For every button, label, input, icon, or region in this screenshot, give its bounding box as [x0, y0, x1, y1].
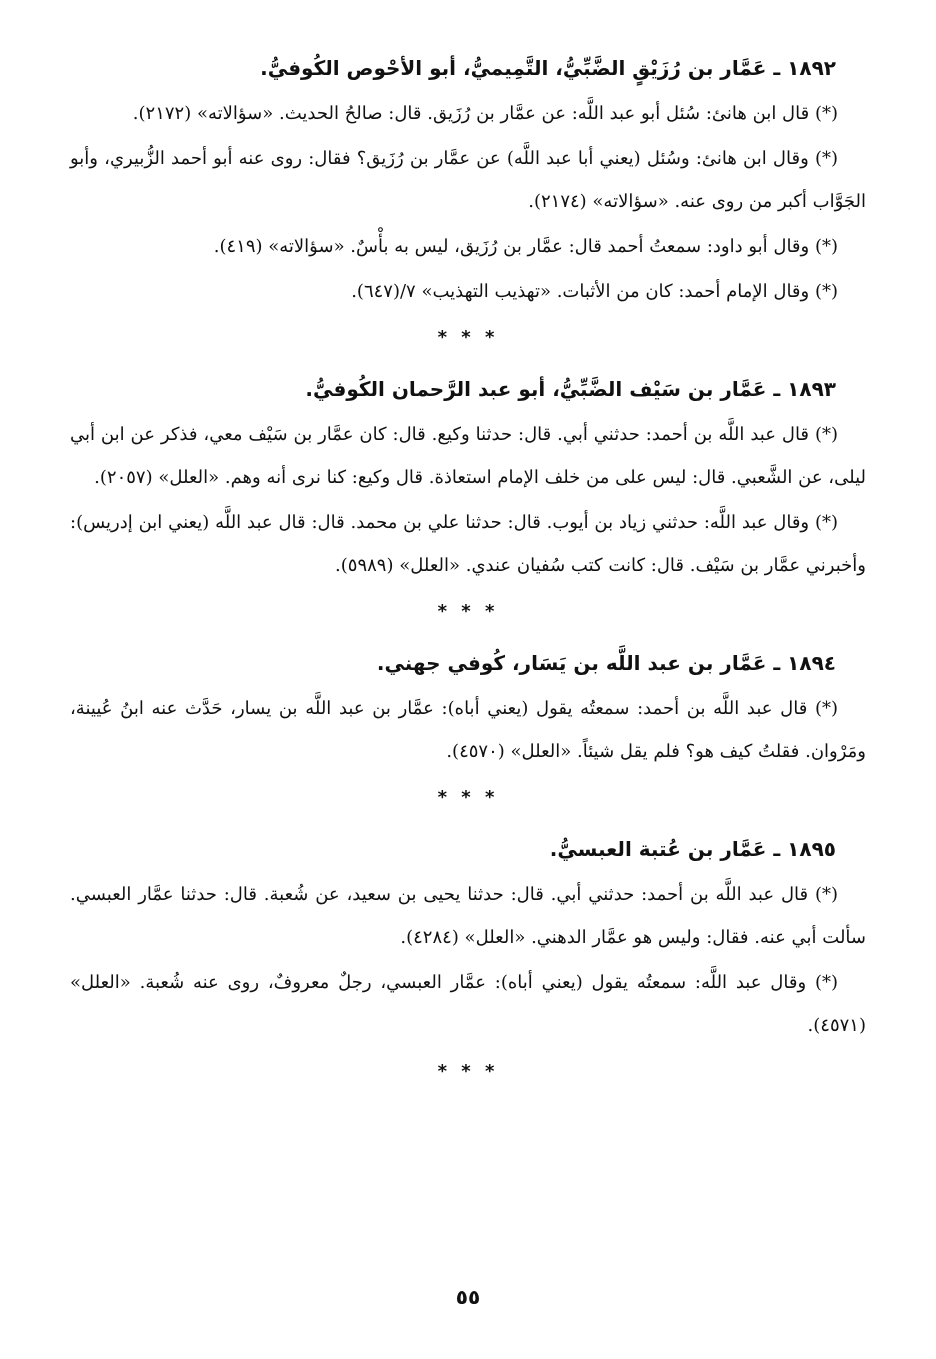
entry-1894 — [70, 643, 866, 773]
entry-paragraph: (*) وقال الإمام أحمد: كان من الأثبات. «تهذيب التهذيب» ٧/(٦٤٧). — [351, 281, 838, 302]
entry-paragraph: (*) قال عبد اللَّه بن أحمد: حدثني أبي. قال: حدثنا وكيع. قال: كان عمَّار بن سَيْف معي، فذكر عن ابن أبي ليلى، عن الشَّعبي. قال: ليس على من خلف الإمام استعاذة. قال وكيع: كنا نرى أنه وهم. «العلل» (٢٠٥٧). — [70, 424, 866, 488]
entry-paragraph: (*) قال ابن هانئ: سُئل أبو عبد اللَّه: عن عمَّار بن رُزَيق. قال: صالحُ الحديث. «سؤالاته» (٢١٧٢). — [132, 103, 838, 124]
entry-paragraph: (*) قال عبد اللَّه بن أحمد: سمعتُه يقول (يعني أباه): عمَّار بن عبد اللَّه بن يسار، حَدَّث عنه ابنُ عُيينة، ومَرْوان. فقلتُ كيف هو؟ فلم يقل شيئاً. «العلل» (٤٥٧٠). — [70, 698, 866, 762]
entry-1892 — [70, 48, 866, 313]
entry-title: ١٨٩٣ ـ عَمَّار بن سَيْف الضَّبِّيُّ، أبو عبد الرَّحمان الكُوفيُّ. — [305, 377, 836, 401]
entry-paragraph: (*) وقال أبو داود: سمعتُ أحمد قال: عمَّار بن رُزَيق، ليس به بأْسٌ. «سؤالاته» (٤١٩). — [213, 236, 838, 257]
section-separator: * * * — [437, 787, 499, 808]
entry-paragraph: (*) وقال عبد اللَّه: حدثني زياد بن أيوب. قال: حدثنا علي بن محمد. قال: قال عبد اللَّه (يعني ابن إدريس): وأخبرني عمَّار بن سَيْف. قال: كانت كتب سُفيان عندي. «العلل» (٥٩٨٩). — [70, 512, 866, 576]
entry-paragraph: (*) وقال ابن هانئ: وسُئل (يعني أبا عبد اللَّه) عن عمَّار بن رُزَيق؟ فقال: روى عنه أبو أحمد الزُّبيري، وأبو الجَوَّاب أكبر من روى عنه. «سؤالاته» (٢١٧٤). — [70, 148, 866, 212]
section-separator: * * * — [437, 327, 499, 348]
entry-paragraph: (*) قال عبد اللَّه بن أحمد: حدثني أبي. قال: حدثنا يحيى بن سعيد، عن شُعبة. قال: حدثنا عمَّار العبسي. سألت أبي عنه. فقال: وليس هو عمَّار الدهني. «العلل» (٤٢٨٤). — [70, 884, 866, 948]
section-separator: * * * — [437, 601, 499, 622]
entry-title: ١٨٩٥ ـ عَمَّار بن عُتبة العبسيُّ. — [549, 837, 836, 861]
entry-1893 — [70, 369, 866, 587]
entry-paragraph: (*) وقال عبد اللَّه: سمعتُه يقول (يعني أباه): عمَّار العبسي، رجلٌ معروفٌ، روى عنه شُعبة. «العلل» (٤٥٧١). — [70, 972, 866, 1036]
entry-title: ١٨٩٤ ـ عَمَّار بن عبد اللَّه بن يَسَار، كُوفي جهني. — [376, 651, 836, 675]
document-page — [70, 40, 866, 1319]
page-number: ٥٥ — [455, 1285, 481, 1309]
entry-1895 — [70, 829, 866, 1047]
section-separator: * * * — [437, 1061, 499, 1082]
entry-title: ١٨٩٢ ـ عَمَّار بن رُزَيْقٍ الضَّبِّيُّ، التَّمِيميُّ، أبو الأحْوص الكُوفيُّ. — [260, 56, 836, 80]
